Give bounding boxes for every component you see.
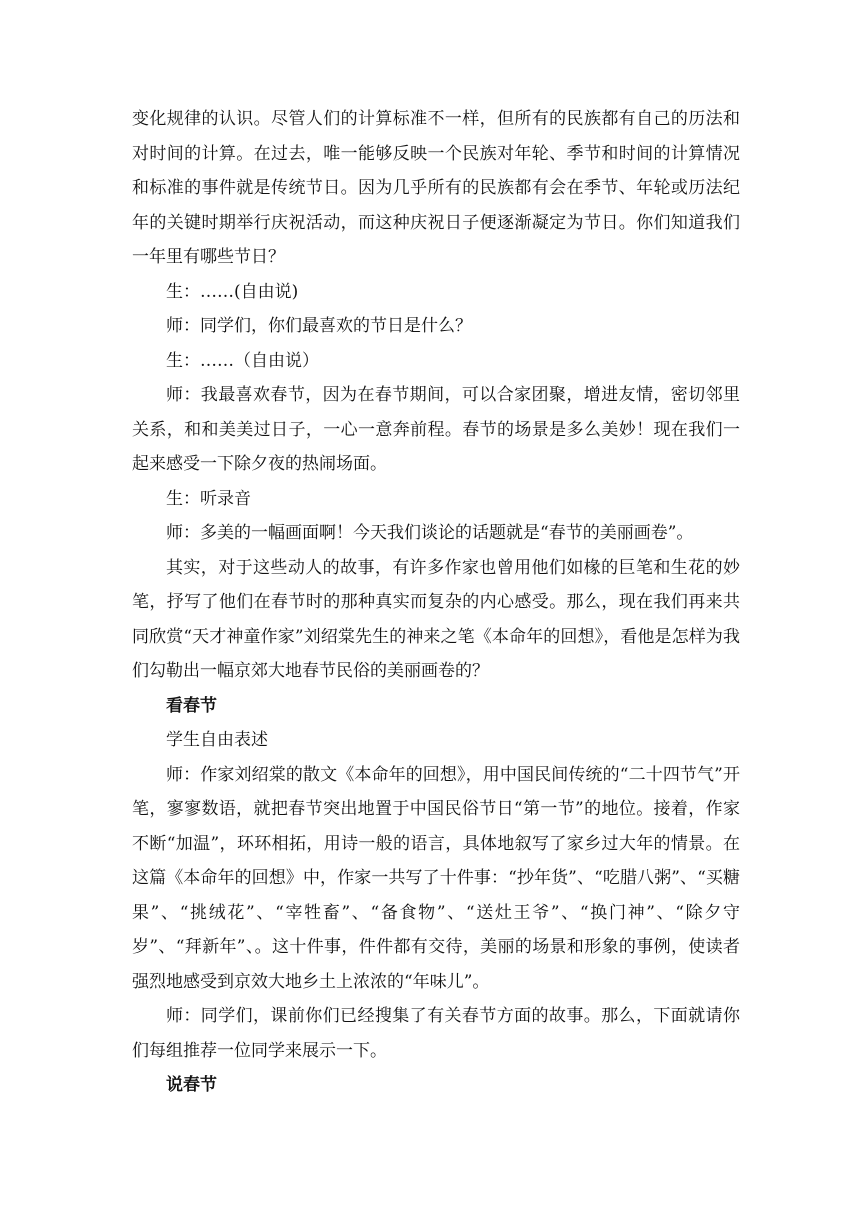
document-page <box>132 102 740 1103</box>
paragraph-intro: 变化规律的认识。尽管人们的计算标准不一样，但所有的民族都有自己的历法和对时间的计算。在过去，唯一能够反映一个民族对年轮、季节和时间的计算情况和标准的事件就是传统节日。因为几乎所有的民族都有会在季节、年轮或历法纪年的关键时期举行庆祝活动，而这种庆祝日子便逐渐凝定为节日。你们知道我们一年里有哪些节日？ <box>132 109 740 267</box>
section-heading-speak: 说春节 <box>166 1075 217 1095</box>
paragraph-student-answer-1: 生：……(自由说) <box>166 281 299 302</box>
section-heading-watch: 看春节 <box>166 695 217 716</box>
paragraph-teacher-spring-festival: 师：我最喜欢春节，因为在春节期间，可以合家团聚，增进友情，密切邻里关系，和和美美过日子，一心一意奔前程。春节的场景是多么美妙！现在我们一起来感受一下除夕夜的热闹场面。 <box>132 385 740 474</box>
paragraph-teacher-topic: 师：多美的一幅画面啊！今天我们谈论的话题就是“春节的美丽画卷”。 <box>166 523 694 543</box>
paragraph-student-listen: 生：听录音 <box>166 488 251 509</box>
paragraph-teacher-stories: 师：同学们，课前你们已经搜集了有关春节方面的故事。那么，下面就请你们每组推荐一位同学来展示一下。 <box>132 1006 740 1061</box>
paragraph-student-answer-2: 生：……（自由说） <box>166 350 319 371</box>
paragraph-writers: 其实，对于这些动人的故事，有许多作家也曾用他们如椽的巨笔和生花的妙笔，抒写了他们在春节时的那种真实而复杂的内心感受。那么，现在我们再来共同欣赏“天才神童作家”刘绍棠先生的神来之笔《本命年的回想》，看他是怎样为我们勾勒出一幅京郊大地春节民俗的美丽画卷的？ <box>132 557 740 681</box>
paragraph-student-free-expression: 学生自由表述 <box>166 730 268 750</box>
paragraph-teacher-question: 师：同学们，你们最喜欢的节日是什么？ <box>166 316 472 336</box>
paragraph-teacher-essay-analysis: 师：作家刘绍棠的散文《本命年的回想》，用中国民间传统的“二十四节气”开笔，寥寥数语，就把春节突出地置于中国民俗节日“第一节”的地位。接着，作家不断“加温”，环环相拓，用诗一般的语言，具体地叙写了家乡过大年的情景。在这篇《本命年的回想》中，作家一共写了十件事：“抄年货”、“吃腊八粥”、“买糖果”、“挑绒花”、“宰牲畜”、“备食物”、“送灶王爷”、“换门神”、“除夕守岁”、“拜新年”、。这十件事，件件都有交待，美丽的场景和形象的事例，使读者强烈地感受到京效大地乡土上浓浓的“年味儿”。 <box>132 764 740 992</box>
